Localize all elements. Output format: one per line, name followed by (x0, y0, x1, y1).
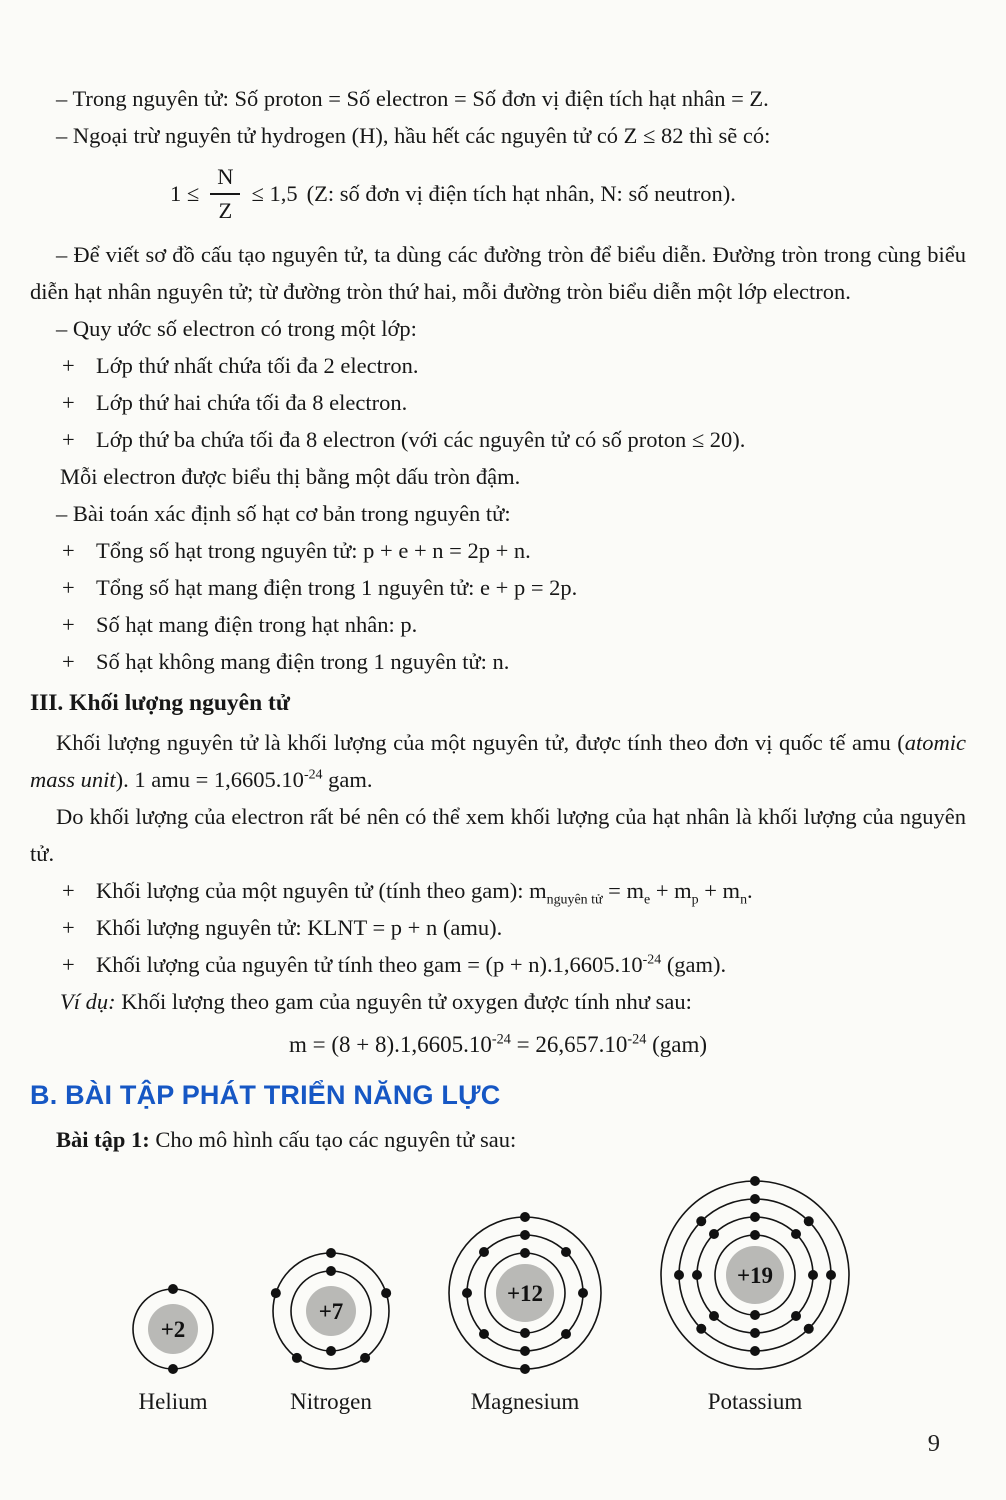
electron-dot (168, 1284, 178, 1294)
electron-dot (750, 1212, 760, 1222)
mass-rule-text: Khối lượng của nguyên tử tính theo gam = $(p + n).1,6605.10^{-24}$ (gam). (96, 951, 727, 977)
particle-rule-text: Số hạt mang điện trong hạt nhân: p. (96, 611, 418, 637)
plus-marker: + (62, 611, 75, 637)
atom-model-magnesium (442, 1210, 608, 1376)
formula-nz-ratio (170, 158, 966, 230)
statement-particle-problems: – Bài toán xác định số hạt cơ bản trong nguyên tử: (56, 500, 511, 526)
electron-dot (696, 1323, 706, 1333)
electron-dot (750, 1176, 760, 1186)
paragraph-amu-pre: Khối lượng nguyên tử là khối lượng của một nguyên tử, được tính theo đơn vị quốc tế amu ( (56, 729, 905, 755)
shell-rule-text: Lớp thứ nhất chứa tối đa 2 electron. (96, 352, 419, 378)
mass-rule-text: Khối lượng của một nguyên tử (tính theo gam): $m_{nguyên tử} = m_e + m_p + m_n$. (96, 877, 753, 908)
plus-marker: + (62, 352, 75, 378)
section-heading-exercises: B. BÀI TẬP PHÁT TRIỂN NĂNG LỰC (30, 1079, 501, 1110)
electron-dot (520, 1230, 530, 1240)
electron-dot (709, 1311, 719, 1321)
electron-dot (561, 1329, 571, 1339)
electron-dot (462, 1288, 472, 1298)
particle-rule-item (30, 532, 966, 569)
atom-name-label: Magnesium (470, 1388, 580, 1414)
particle-rule-text: Tổng số hạt mang điện trong 1 nguyên tử: e + p = 2p. (96, 574, 578, 600)
electron-dot (750, 1346, 760, 1356)
electron-dot (750, 1310, 760, 1320)
example-intro (30, 983, 966, 1020)
particle-rule-text: Số hạt không mang điện trong 1 nguyên tử: n. (96, 648, 510, 674)
electron-dot (750, 1328, 760, 1338)
mass-rule-item (30, 872, 966, 909)
nucleus-charge-label: +12 (506, 1280, 544, 1306)
atom-model-potassium (654, 1174, 856, 1376)
atom-figure-potassium (654, 1174, 856, 1415)
atom-figure-nitrogen (266, 1246, 396, 1415)
shell-rule-item (30, 421, 966, 458)
electron-dot (271, 1288, 281, 1298)
particle-rule-item (30, 569, 966, 606)
exercise-1-text: Cho mô hình cấu tạo các nguyên tử sau: (155, 1126, 517, 1152)
page-number: 9 (927, 1430, 940, 1457)
fraction-denominator: Z (218, 197, 233, 223)
example-formula: $m = (8 + 8).1,6605.10^{-24} = 26,657.10^{-24}$ (gam) (288, 1031, 708, 1057)
paragraph-electron-mass: Do khối lượng của electron rất bé nên có thể xem khối lượng của hạt nhân là khối lượng của nguyên tử. (30, 803, 966, 866)
paragraph-amu-post: ). 1 amu = $1,6605.10^{-24}$ gam. (115, 766, 373, 792)
electron-dot (520, 1212, 530, 1222)
statement-hydrogen-exception: – Ngoại trừ nguyên tử hydrogen (H), hầu hết các nguyên tử có Z ≤ 82 thì sẽ có: (56, 123, 771, 148)
mass-rule-text: Khối lượng nguyên tử: KLNT = p + n (amu). (96, 914, 503, 940)
atom-name-label: Nitrogen (290, 1388, 372, 1414)
particle-rule-text: Tổng số hạt trong nguyên tử: p + e + n = 2p + n. (96, 537, 531, 563)
plus-marker: + (62, 574, 75, 600)
example-text: Khối lượng theo gam của nguyên tử oxygen được tính như sau: (121, 988, 692, 1014)
electron-dot (578, 1288, 588, 1298)
paragraph-circle-diagrams: – Để viết sơ đồ cấu tạo nguyên tử, ta dùng các đường tròn để biểu diễn. Đường tròn trong cùng biểu diễn hạt nhân nguyên tử; từ đường tròn thứ hai, mỗi đường tròn biểu diễn một lớp electron. (30, 241, 966, 304)
particle-rule-item (30, 643, 966, 680)
electron-dot (168, 1364, 178, 1374)
nucleus-charge-label: +19 (736, 1262, 774, 1288)
section-heading-atomic-mass: III. Khối lượng nguyên tử (30, 689, 290, 716)
atom-diagrams-row (30, 1174, 966, 1415)
electron-dot (479, 1247, 489, 1257)
atom-model-helium (126, 1282, 220, 1376)
atom-figure-helium (126, 1282, 220, 1415)
shell-rule-item (30, 384, 966, 421)
electron-dot (326, 1346, 336, 1356)
formula-lhs: 1 ≤ (170, 180, 200, 206)
electron-dot (696, 1216, 706, 1226)
formula-rhs: ≤ 1,5 (251, 180, 298, 206)
atom-figure-magnesium (442, 1210, 608, 1415)
statement-proton-electron: – Trong nguyên tử: Số proton = Số electron = Số đơn vị điện tích hạt nhân = Z. (56, 86, 769, 111)
nucleus-charge-label: +2 (160, 1316, 186, 1342)
electron-dot (520, 1248, 530, 1258)
atom-name-label: Potassium (707, 1388, 803, 1414)
atom-model-nitrogen (266, 1246, 396, 1376)
plus-marker: + (62, 877, 75, 903)
electron-dot (674, 1270, 684, 1280)
electron-dot (692, 1270, 702, 1280)
shell-rule-text: Lớp thứ hai chứa tối đa 8 electron. (96, 389, 408, 415)
fraction-n-over-z (210, 164, 240, 224)
electron-dot (326, 1248, 336, 1258)
electron-dot (326, 1266, 336, 1276)
plus-marker: + (62, 537, 75, 563)
electron-dot (791, 1311, 801, 1321)
plus-marker: + (62, 648, 75, 674)
shell-rule-text: Lớp thứ ba chứa tối đa 8 electron (với các nguyên tử có số proton ≤ 20). (96, 426, 746, 452)
electron-dot (381, 1288, 391, 1298)
plus-marker: + (62, 951, 75, 977)
paragraph-amu (30, 724, 966, 798)
paragraph-amu-italic: atomic mass unit (30, 729, 966, 792)
electron-dot (520, 1364, 530, 1374)
electron-dot (709, 1229, 719, 1239)
electron-dot (520, 1328, 530, 1338)
electron-dot (826, 1270, 836, 1280)
exercise-1-intro (30, 1121, 966, 1158)
exercise-1-label: Bài tập 1: (56, 1126, 150, 1152)
plus-marker: + (62, 389, 75, 415)
statement-electron-dot: Mỗi electron được biểu thị bằng một dấu tròn đậm. (60, 463, 521, 489)
formula-note: (Z: số đơn vị điện tích hạt nhân, N: số neutron). (306, 180, 736, 206)
atom-name-label: Helium (138, 1388, 208, 1414)
mass-rule-item (30, 909, 966, 946)
shell-rule-item (30, 347, 966, 384)
electron-dot (750, 1230, 760, 1240)
electron-dot (750, 1194, 760, 1204)
electron-dot (520, 1346, 530, 1356)
electron-dot (479, 1329, 489, 1339)
electron-dot (360, 1353, 370, 1363)
plus-marker: + (62, 426, 75, 452)
nucleus-charge-label: +7 (318, 1298, 344, 1324)
electron-dot (561, 1247, 571, 1257)
electron-dot (804, 1323, 814, 1333)
plus-marker: + (62, 914, 75, 940)
fraction-numerator: N (210, 164, 240, 195)
electron-dot (808, 1270, 818, 1280)
particle-rule-item (30, 606, 966, 643)
example-label: Ví dụ: (60, 988, 116, 1014)
electron-dot (791, 1229, 801, 1239)
electron-dot (292, 1353, 302, 1363)
electron-dot (804, 1216, 814, 1226)
mass-rule-item (30, 946, 966, 983)
statement-electron-convention: – Quy ước số electron có trong một lớp: (56, 315, 417, 341)
